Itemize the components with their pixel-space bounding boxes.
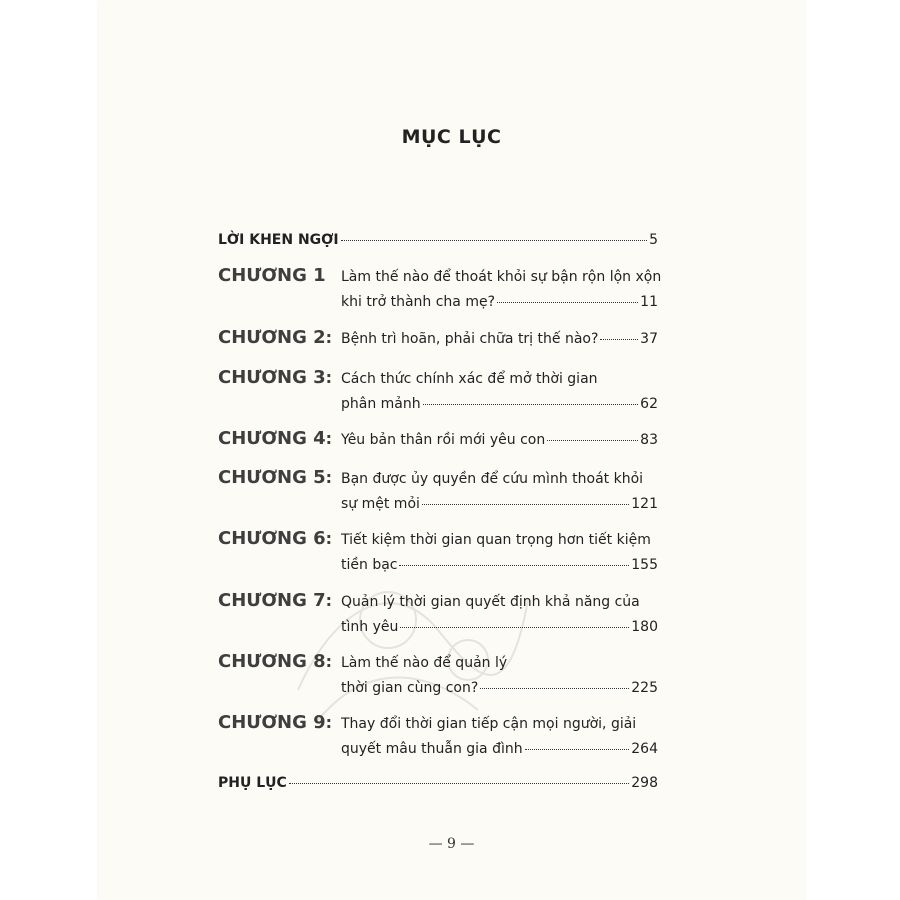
dot-leader	[525, 748, 630, 750]
page-number: 62	[640, 396, 658, 412]
chapter-title-line-1: Tiết kiệm thời gian quan trọng hơn tiết kiệm	[341, 532, 651, 548]
dot-leader	[399, 564, 629, 566]
dot-leader	[600, 338, 638, 340]
page-number: 298	[631, 775, 658, 791]
chapter-label: CHƯƠNG 6:	[218, 528, 333, 549]
page-number: 37	[640, 331, 658, 347]
dot-leader	[400, 626, 629, 628]
page-number: 264	[631, 741, 658, 757]
dot-leader	[480, 687, 629, 689]
chapter-title-line-2: thời gian cùng con?	[341, 680, 479, 696]
dot-leader	[422, 503, 629, 505]
chapter-title-line-1: Yêu bản thân rồi mới yêu con	[341, 432, 546, 448]
dot-leader	[341, 239, 647, 241]
dot-leader	[289, 782, 629, 784]
toc-title: MỤC LỤC	[401, 126, 502, 148]
chapter-title-line-2: khi trở thành cha mẹ?	[341, 294, 495, 310]
chapter-title-line-2: sự mệt mỏi	[341, 496, 420, 512]
chapter-title-line-1: Quản lý thời gian quyết định khả năng của	[341, 594, 640, 610]
chapter-title-line-1: Bệnh trì hoãn, phải chữa trị thế nào?	[341, 331, 599, 347]
page-number: 83	[640, 432, 658, 448]
chapter-title-line-1: Bạn được ủy quyền để cứu mình thoát khỏi	[341, 471, 644, 487]
chapter-label: CHƯƠNG 3:	[218, 367, 333, 388]
chapter-title-line-2: tiền bạc	[341, 557, 398, 573]
chapter-label: CHƯƠNG 5:	[218, 467, 333, 488]
chapter-title-line-1: Làm thế nào để thoát khỏi sự bận rộn lộn xộn	[341, 269, 662, 285]
appendix-label: PHỤ LỤC	[218, 775, 287, 791]
page-number: 180	[631, 619, 658, 635]
chapter-title-line-1: Cách thức chính xác để mở thời gian	[341, 371, 598, 387]
chapter-title-line-2: phân mảnh	[341, 396, 421, 412]
preface-label: LỜI KHEN NGỢI	[218, 232, 339, 248]
chapter-title-line-1: Thay đổi thời gian tiếp cận mọi người, giải	[341, 716, 637, 732]
chapter-title-line-2: quyết mâu thuẫn gia đình	[341, 741, 523, 757]
page-number: 155	[631, 557, 658, 573]
dot-leader	[547, 439, 638, 441]
page-number: 11	[640, 294, 658, 310]
page-number: 5	[649, 232, 658, 248]
chapter-label: CHƯƠNG 7:	[218, 590, 333, 611]
chapter-label: CHƯƠNG 9:	[218, 712, 333, 733]
chapter-label: CHƯƠNG 4:	[218, 428, 333, 449]
chapter-label: CHƯƠNG 8:	[218, 651, 333, 672]
chapter-label: CHƯƠNG 1	[218, 265, 326, 286]
page-folio-number: — 9 —	[428, 836, 475, 852]
chapter-title-line-1: Làm thế nào để quản lý	[341, 655, 508, 671]
page-number: 121	[631, 496, 658, 512]
chapter-title-line-2: tình yêu	[341, 619, 399, 635]
page-number: 225	[631, 680, 658, 696]
dot-leader	[497, 301, 638, 303]
chapter-label: CHƯƠNG 2:	[218, 327, 333, 348]
book-page	[98, 0, 805, 900]
dot-leader	[423, 403, 639, 405]
